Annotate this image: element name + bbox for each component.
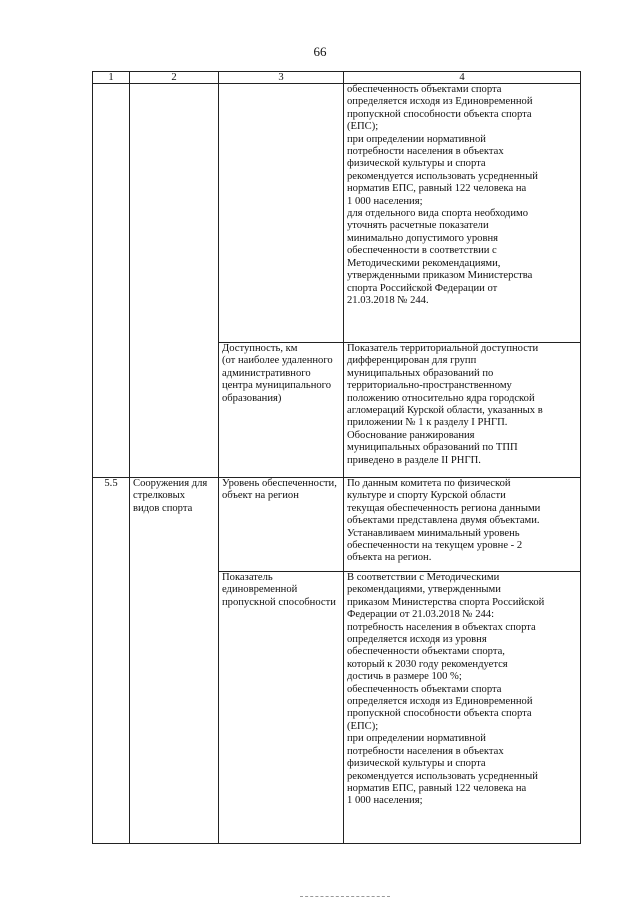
- table-header-row: [93, 72, 581, 84]
- indicator-cell: Уровень обеспеченности, объект на регион: [219, 478, 344, 572]
- column-number-2: 2: [130, 72, 219, 84]
- indicator-cell: Доступность, км (от наиболее удаленного административного центра муниципального образования): [219, 343, 344, 478]
- content-cell: обеспеченность объектами спорта определяется исходя из Единовременной пропускной способности объекта спорта (ЕПС); при определении нормативной потребности населения в объектах физической культуры и спорта рекомендуется использовать усредненный норматив ЕПС, равный 122 человека на 1 000 населения; для отдельного вида спорта необходимо уточнять расчетные показатели минимально допустимого уровня обеспеченности в соответствии с Методическими рекомендациями, утвержденными приказом Министерства спорта Российской Федерации от 21.03.2018 № 244.: [344, 84, 581, 343]
- table-row: [93, 478, 581, 572]
- content-cell: В соответствии с Методическими рекомендациями, утвержденными приказом Министерства спорта Российской Федерации от 21.03.2018 № 244: потребность населения в объектах спорта определяется исходя из уровня обеспеченности объектами спорта, который к 2030 году рекомендуется достичь в размере 100 %; обеспеченность объектами спорта определяется исходя из Единовременной пропускной способности объекта спорта (ЕПС); при определении нормативной потребности населения в объектах физической культуры и спорта рекомендуется использовать усредненный норматив ЕПС, равный 122 человека на 1 000 населения;: [344, 572, 581, 844]
- footer-dash-line: [300, 896, 390, 899]
- indicator-cell: Показатель единовременной пропускной способности: [219, 572, 344, 844]
- content-cell: По данным комитета по физической культуре и спорту Курской области текущая обеспеченность региона данными объектами представлена двумя объектами. Устанавливаем минимальный уровень обеспеченности на текущем уровне - 2 объекта на регион.: [344, 478, 581, 572]
- object-type-cell: Сооружения для стрелковых видов спорта: [130, 478, 219, 844]
- page-number: 66: [313, 44, 327, 59]
- column-number-1: 1: [93, 72, 130, 84]
- table-row: [93, 84, 581, 343]
- row-number-cell: 5.5: [93, 478, 130, 844]
- row-number-cell: [93, 84, 130, 478]
- content-cell: Показатель территориальной доступности дифференцирован для групп муниципальных образований по территориально-пространственному положению относительно ядра городской агломераций Курской области, указанных в приложении № 1 к разделу I РНГП. Обоснование ранжирования муниципальных образований по ТПП приведено в разделе II РНГП.: [344, 343, 581, 478]
- object-type-cell: [130, 84, 219, 478]
- column-number-4: 4: [344, 72, 581, 84]
- column-number-3: 3: [219, 72, 344, 84]
- indicator-cell: [219, 84, 344, 343]
- standards-table: [92, 71, 581, 844]
